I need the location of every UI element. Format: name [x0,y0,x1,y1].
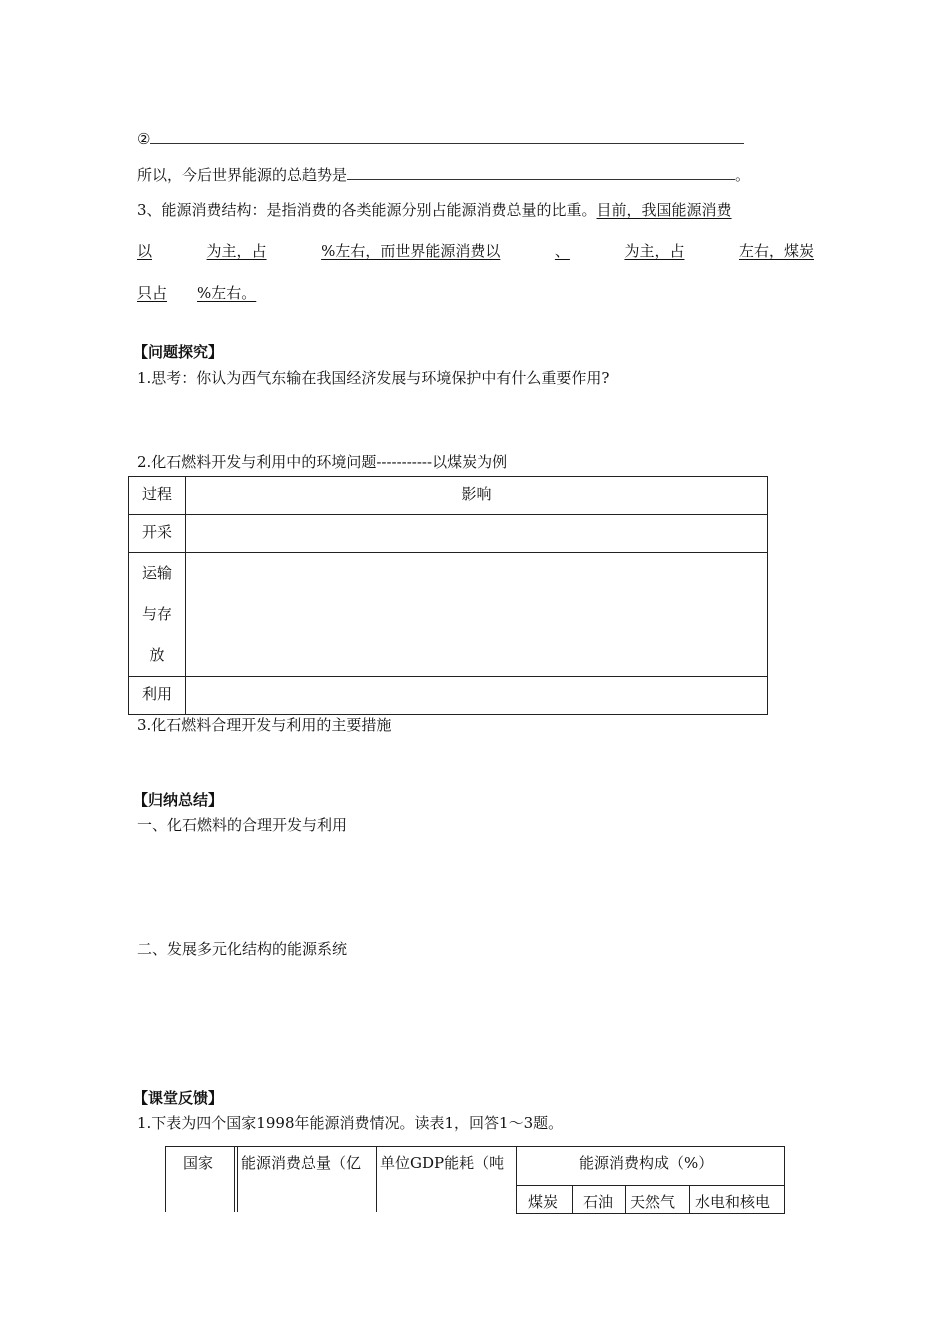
header-impact: 影响 [186,477,768,515]
explore-q1: 1.思考：你认为西气东输在我国经济发展与环境保护中有什么重要作用? [137,369,610,387]
item-3-line-2 [137,241,814,261]
trend-line [137,164,750,185]
trend-prefix: 所以，今后世界能源的总趋势是 [137,166,348,184]
impact-cell[interactable] [186,553,768,677]
line2-seg: 以 [137,242,153,260]
sub-col-hydro-nuclear: 水电和核电 [695,1193,771,1211]
item-2-marker: ② [137,130,151,148]
label-line: 与存 [141,605,172,623]
feedback-heading: 【课堂反馈】 [133,1089,224,1107]
col-country: 国家 [183,1154,214,1172]
answer-blank[interactable] [150,128,744,144]
summary-heading: 【归纳总结】 [133,791,224,809]
row-label-transport [129,553,186,677]
label-line: 运输 [141,564,172,582]
col-total: 能源消费总量（亿 [241,1154,362,1172]
item-2-line [137,128,744,149]
sub-col-gas: 天然气 [630,1193,676,1211]
answer-blank[interactable] [347,164,735,180]
line2-seg: 为主，占 [206,242,267,260]
feedback-q1: 1.下表为四个国家1998年能源消费情况。读表1，回答1～3题。 [137,1114,564,1132]
line2-seg: %左右，而世界能源消费以 [321,242,501,260]
item-3-underlined: 目前，我国能源消费 [596,201,732,219]
coal-impact-table [128,476,768,715]
line3-seg: %左右。 [197,284,257,302]
sub-col-coal: 煤炭 [528,1193,559,1211]
line2-seg: 、 [554,242,570,260]
col-gdp: 单位GDP能耗（吨 [380,1154,505,1172]
impact-cell[interactable] [186,677,768,715]
item-3-line [137,200,732,220]
row-label-mining: 开采 [129,515,186,553]
line2-seg: 为主，占 [624,242,685,260]
label-line: 放 [149,646,165,664]
header-process: 过程 [129,477,186,515]
item-3-line-3 [137,283,256,303]
explore-heading: 【问题探究】 [133,343,224,361]
line2-seg: 左右，煤炭 [738,242,814,260]
item-3-text: 3、能源消费结构：是指消费的各类能源分别占能源消费总量的比重。 [137,201,597,219]
summary-point-2: 二、发展多元化结构的能源系统 [137,940,348,958]
row-label-use: 利用 [129,677,186,715]
summary-point-1: 一、化石燃料的合理开发与利用 [137,816,348,834]
trend-suffix: 。 [735,166,751,184]
sub-col-oil: 石油 [583,1193,614,1211]
col-structure: 能源消费构成（%） [579,1154,714,1172]
impact-cell[interactable] [186,515,768,553]
explore-q3: 3.化石燃料合理开发与利用的主要措施 [137,716,392,734]
explore-q2: 2.化石燃料开发与利用中的环境问题-----------以煤炭为例 [137,453,508,471]
line3-seg: 只占 [137,284,168,302]
